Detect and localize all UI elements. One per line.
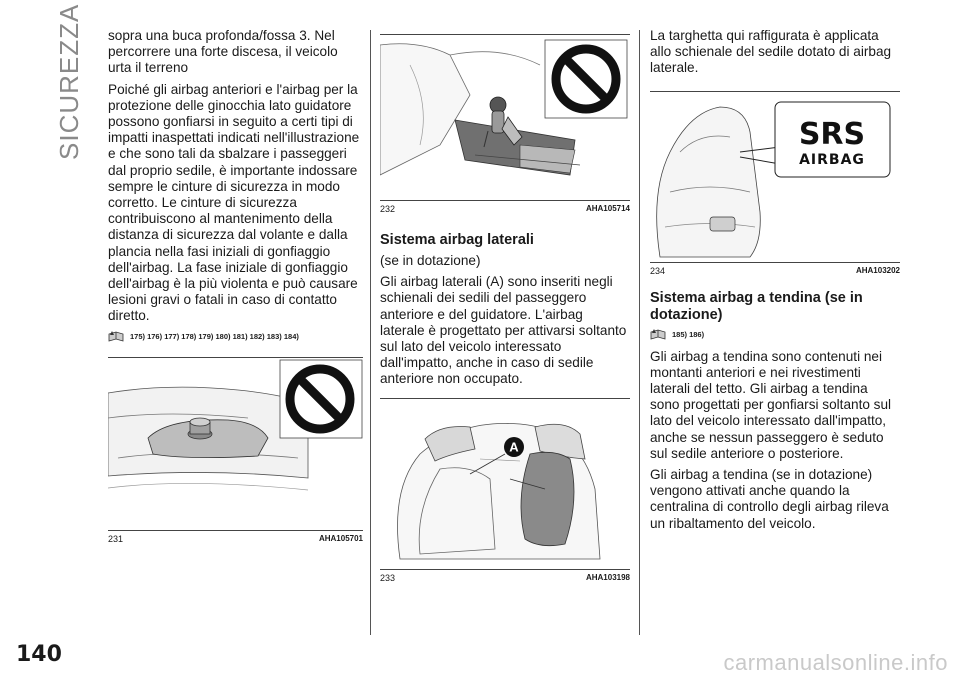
paragraph: Poiché gli airbag anteriori e l'airbag per la protezione delle ginocchia lato guidatore possono gonfiarsi in seguito a certi tipi di impatti inaspettati indicati nell'illustrazione e che sono tali da sbalzare i passeggeri dal proprio sedile, è importante indossare sempre le cinture di sicurezza in modo corretto. Le cinture di sicurezza contribuiscono al mantenimento della distanza di sicurezza dal volante e dalla plancia nella fasi iniziali di gonfiaggio dell'airbag. La fase iniziale di gonfiaggio dell'airbag è la più violenta e può causare lesioni gravi o fatali in caso di contatto diretto. [108,81,360,324]
warning-refs [108,330,363,343]
section-heading: Sistema airbag laterali [380,232,534,248]
suspension-impact-illustration [108,358,363,530]
section-title: SICUREZZA [54,3,84,160]
section-heading: Sistema airbag a tendina (se in dotazione) [650,289,863,323]
figure-number: 231 [108,533,124,544]
page-number: 140 [16,642,62,667]
column-divider [639,30,640,635]
key-ignition-illustration [380,35,630,200]
paragraph: Gli airbag a tendina sono contenuti nei montanti anteriori e nei rivestimenti laterali del tetto. Gli airbag a tendina sono progettati per gonfiarsi soltanto sul lato del veicolo interessato dall'impatto, anche se nessun passeggero è seduto sul sedile anteriore o posteriore. [650,348,892,461]
refs-text: 185) 186) [672,329,705,339]
figure-233 [380,398,630,570]
figure-number: 233 [380,572,396,583]
book-warning-icon [650,328,666,341]
side-airbag-seat-illustration [380,399,630,569]
figure-code: AHA103202 [855,265,900,275]
figure-number: 232 [380,204,396,214]
figure-234 [650,91,900,263]
paragraph: Gli airbag laterali (A) sono inseriti negli schienali dei sedili del passeggero anteriore e del guidatore. L'airbag laterale è progettato per attivarsi soltanto sul lato del veicolo interessato dall'impatto, anche in caso di sedile anteriore non occupato. [380,274,627,387]
figure-code: AHA103198 [585,572,630,582]
figure-caption [108,534,363,544]
figure-caption [380,573,630,583]
figure-code: AHA105701 [318,533,363,543]
paragraph: Gli airbag a tendina (se in dotazione) vengono attivati anche quando la centralina di controllo degli airbag rileva un ribaltamento del veicolo. [650,467,889,531]
column-3 [650,28,900,537]
paragraph: La targhetta qui raffigurata è applicata allo schienale del sedile dotato di airbag laterale. [650,28,892,76]
watermark: carmanualsonline.info [723,650,948,675]
column-2 [380,34,630,583]
column-1 [108,28,363,544]
refs-text: 175) 176) 177) 178) 179) 180) 181) 182) 183) 184) [130,331,299,341]
figure-caption [380,204,630,214]
column-divider [370,30,371,635]
callout-label-a: A [509,439,519,455]
srs-text: SRS [798,116,866,152]
figure-caption [650,266,900,276]
subheading: (se in dotazione) [380,253,481,268]
airbag-text: AIRBAG [799,151,865,168]
figure-number: 234 [650,265,666,276]
srs-airbag-label-illustration [650,92,900,262]
figure-231 [108,357,363,531]
book-warning-icon [108,330,124,343]
paragraph: sopra una buca profonda/fossa 3. Nel percorrere una forte discesa, il veicolo urta il terreno [108,28,338,76]
figure-code: AHA105714 [585,204,630,213]
warning-refs [650,328,900,341]
figure-232 [380,34,630,201]
